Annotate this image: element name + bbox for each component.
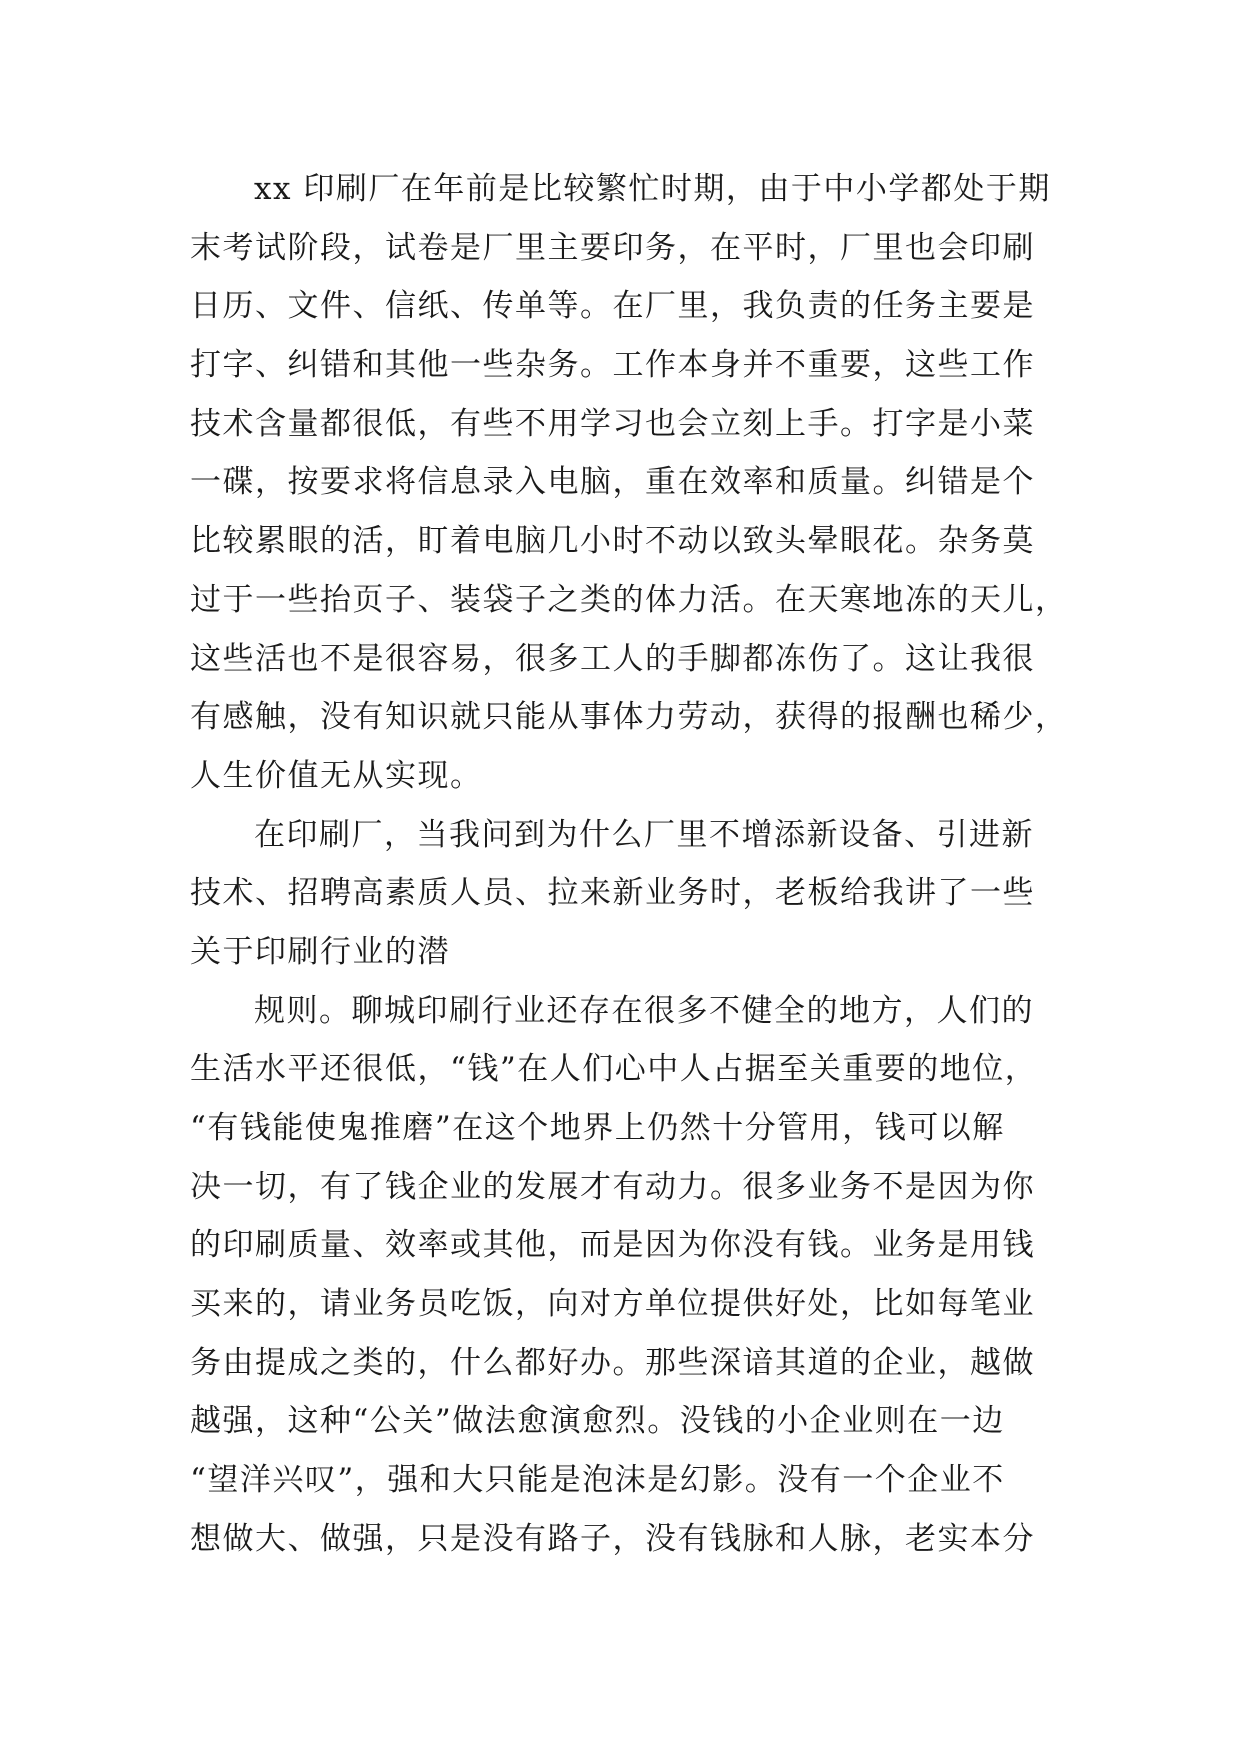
- text-line: 决一切，有了钱企业的发展才有动力。很多业务不是因为你: [190, 1168, 1035, 1205]
- text-line: 过于一些抬页子、装袋子之类的体力活。在天寒地冻的天儿，: [190, 581, 1068, 618]
- text-line: 在印刷厂，当我问到为什么厂里不增添新设备、引进新: [254, 816, 1034, 853]
- text-line: 有感触，没有知识就只能从事体力劳动，获得的报酬也稀少，: [190, 699, 1068, 736]
- text-line: 技术含量都很低，有些不用学习也会立刻上手。打字是小菜: [190, 405, 1035, 442]
- text-line: 技术、招聘高素质人员、拉来新业务时，老板给我讲了一些: [190, 875, 1035, 912]
- document-body: [190, 160, 1090, 1569]
- text-line: 买来的，请业务员吃饭，向对方单位提供好处，比如每笔业: [190, 1286, 1035, 1323]
- text-line: 的印刷质量、效率或其他，而是因为你没有钱。业务是用钱: [190, 1227, 1035, 1264]
- text-line: “有钱能使鬼推磨”在这个地界上仍然十分管用，钱可以解: [190, 1110, 1005, 1146]
- text-line: 越强，这种“公关”做法愈演愈烈。没钱的小企业则在一边: [190, 1403, 1005, 1440]
- text-line: 这些活也不是很容易，很多工人的手脚都冻伤了。这让我很: [190, 640, 1035, 677]
- text-line: 想做大、做强，只是没有路子，没有钱脉和人脉，老实本分: [190, 1520, 1035, 1557]
- text-line: 人生价值无从实现。: [190, 757, 483, 794]
- text-line: 生活水平还很低，“钱”在人们心中人占据至关重要的地位，: [190, 1051, 1038, 1088]
- text-line: 务由提成之类的，什么都好办。那些深谙其道的企业，越做: [190, 1344, 1035, 1381]
- text-line: 规则。聊城印刷行业还存在很多不健全的地方，人们的: [254, 992, 1034, 1029]
- text-line: 末考试阶段，试卷是厂里主要印务，在平时，厂里也会印刷: [190, 229, 1035, 266]
- text-line: 打字、纠错和其他一些杂务。工作本身并不重要，这些工作: [190, 347, 1035, 384]
- text-line: 关于印刷行业的潜: [190, 933, 450, 970]
- text-line: xx 印刷厂在年前是比较繁忙时期，由于中小学都处于期: [254, 171, 1051, 207]
- text-line: 一碟，按要求将信息录入电脑，重在效率和质量。纠错是个: [190, 464, 1035, 501]
- text-line: 日历、文件、信纸、传单等。在厂里，我负责的任务主要是: [190, 288, 1035, 325]
- text-line: 比较累眼的活，盯着电脑几小时不动以致头晕眼花。杂务莫: [190, 523, 1035, 560]
- text-line: “望洋兴叹”，强和大只能是泡沫是幻影。没有一个企业不: [190, 1462, 1005, 1499]
